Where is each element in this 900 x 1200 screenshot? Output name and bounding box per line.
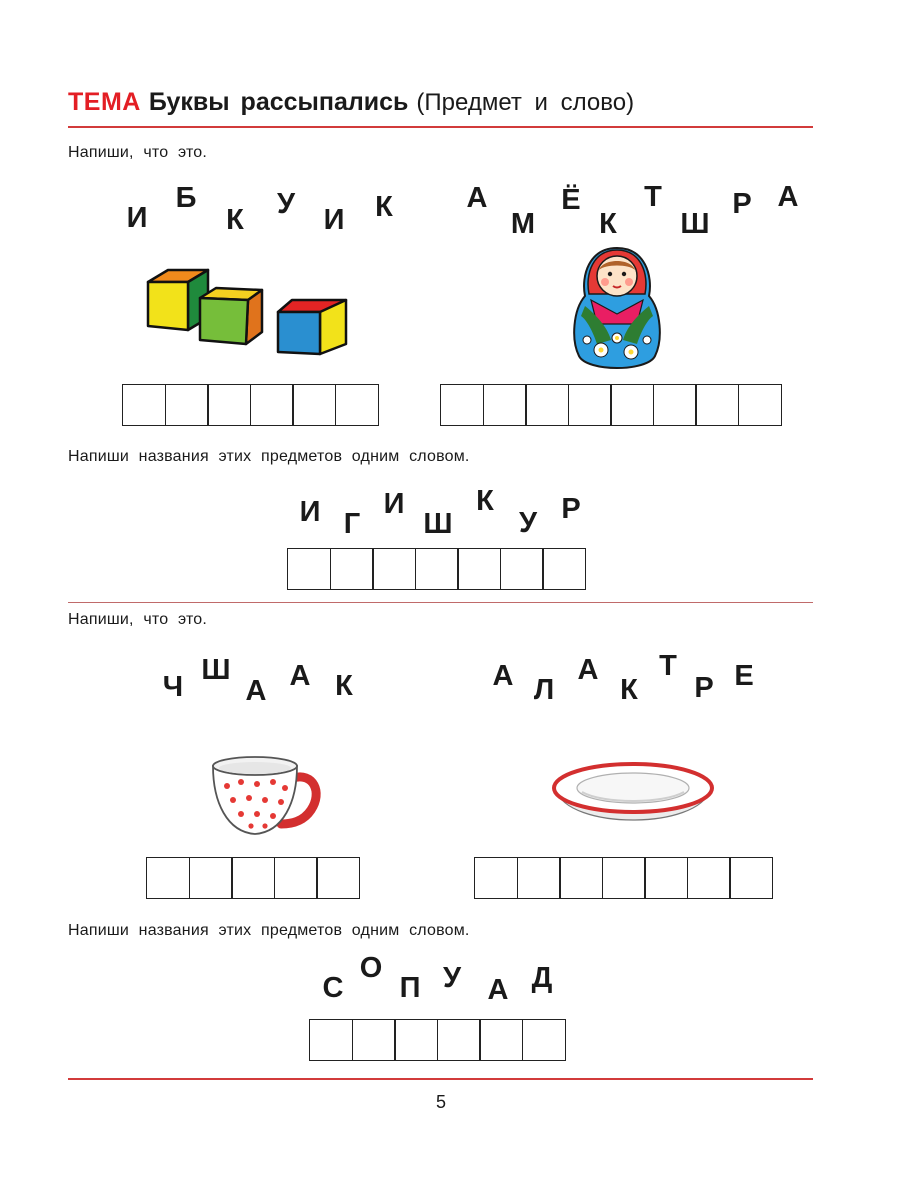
answer-cell[interactable] [474, 857, 518, 899]
answer-cell[interactable] [525, 384, 569, 426]
answer-cell[interactable] [352, 1019, 396, 1061]
answer-cell[interactable] [250, 384, 294, 426]
answer-cell[interactable] [231, 857, 275, 899]
section-divider [68, 602, 813, 603]
answer-cell[interactable] [189, 857, 233, 899]
answer-boxes-posuda[interactable] [309, 1019, 564, 1061]
instruction-1: Напиши, что это. [68, 144, 208, 161]
answer-cell[interactable] [437, 1019, 481, 1061]
puzzle-letter: К [599, 208, 617, 240]
answer-cell[interactable] [330, 548, 374, 590]
puzzle-letter: Р [694, 672, 714, 704]
puzzle-letter: А [577, 654, 599, 686]
puzzle-letter: Р [561, 493, 581, 525]
answer-cell[interactable] [165, 384, 209, 426]
puzzle-letter: И [299, 496, 321, 528]
answer-cell[interactable] [559, 857, 603, 899]
answer-boxes-igrushki[interactable] [287, 548, 585, 590]
puzzle-letter: А [492, 660, 514, 692]
puzzle-letter: Ч [162, 671, 184, 703]
answer-boxes-chashka[interactable] [146, 857, 359, 899]
puzzle-letter: О [359, 952, 383, 984]
answer-cell[interactable] [695, 384, 739, 426]
puzzle-letter: К [375, 191, 393, 223]
answer-cell[interactable] [479, 1019, 523, 1061]
instruction-4: Напиши названия этих предметов одним словом. [68, 922, 470, 939]
topic-label: ТЕМА [68, 88, 141, 116]
topic-subtitle: (Предмет и слово) [416, 89, 635, 116]
puzzle-letter: К [476, 485, 494, 517]
puzzle-letter: Г [343, 508, 361, 540]
puzzle-letter: Р [732, 188, 752, 220]
answer-cell[interactable] [602, 857, 646, 899]
puzzle-letter: Т [659, 650, 677, 682]
answer-cell[interactable] [653, 384, 697, 426]
answer-cell[interactable] [542, 548, 586, 590]
answer-cell[interactable] [522, 1019, 566, 1061]
puzzle-letter: К [620, 674, 638, 706]
puzzle-letter: А [466, 182, 488, 214]
answer-cell[interactable] [146, 857, 190, 899]
puzzle-letter: Т [644, 181, 662, 213]
page-header [68, 88, 634, 117]
answer-boxes-matreshka[interactable] [440, 384, 780, 426]
puzzle-letter: К [226, 204, 244, 236]
answer-cell[interactable] [610, 384, 654, 426]
answer-cell[interactable] [309, 1019, 353, 1061]
answer-boxes-tarelka[interactable] [474, 857, 772, 899]
answer-cell[interactable] [644, 857, 688, 899]
puzzle-letter: Л [533, 674, 555, 706]
answer-cell[interactable] [687, 857, 731, 899]
answer-cell[interactable] [517, 857, 561, 899]
puzzle-letter: У [276, 188, 296, 220]
answer-cell[interactable] [207, 384, 251, 426]
puzzle-letter: Ш [680, 208, 710, 240]
puzzle-letter: Е [734, 660, 754, 692]
answer-cell[interactable] [292, 384, 336, 426]
answer-cell[interactable] [394, 1019, 438, 1061]
answer-cell[interactable] [440, 384, 484, 426]
puzzle-letter: Д [531, 962, 553, 994]
answer-cell[interactable] [457, 548, 501, 590]
puzzle-letter: У [518, 507, 538, 539]
answer-cell[interactable] [729, 857, 773, 899]
puzzle-letter: И [323, 204, 345, 236]
answer-boxes-kubik[interactable] [122, 384, 377, 426]
puzzle-letter: У [442, 962, 462, 994]
page-number: 5 [435, 1092, 447, 1112]
puzzle-letter: Ш [423, 508, 453, 540]
answer-cell[interactable] [415, 548, 459, 590]
toy-blocks-image [140, 262, 355, 362]
puzzle-letter: И [126, 202, 148, 234]
polka-dot-cup-image [205, 752, 323, 842]
plate-image [548, 758, 718, 838]
puzzle-letter: С [322, 972, 344, 1004]
puzzle-letter: А [245, 675, 267, 707]
puzzle-letter: Б [175, 182, 197, 214]
puzzle-letter: Ё [561, 184, 581, 216]
header-rule [68, 126, 813, 128]
puzzle-letter: А [777, 181, 799, 213]
answer-cell[interactable] [287, 548, 331, 590]
puzzle-letter: Ш [201, 654, 231, 686]
topic-title: Буквы рассыпались [148, 88, 409, 116]
instruction-3: Напиши, что это. [68, 611, 208, 628]
answer-cell[interactable] [500, 548, 544, 590]
answer-cell[interactable] [316, 857, 360, 899]
instruction-2: Напиши названия этих предметов одним словом. [68, 448, 470, 465]
answer-cell[interactable] [568, 384, 612, 426]
answer-cell[interactable] [483, 384, 527, 426]
footer-rule [68, 1078, 813, 1080]
puzzle-letter: П [399, 972, 421, 1004]
puzzle-letter: М [510, 208, 536, 240]
answer-cell[interactable] [122, 384, 166, 426]
answer-cell[interactable] [738, 384, 782, 426]
answer-cell[interactable] [372, 548, 416, 590]
puzzle-letter: И [383, 488, 405, 520]
answer-cell[interactable] [274, 857, 318, 899]
puzzle-letter: А [487, 974, 509, 1006]
matryoshka-doll-image [567, 244, 667, 376]
puzzle-letter: К [335, 670, 353, 702]
puzzle-letter: А [289, 660, 311, 692]
answer-cell[interactable] [335, 384, 379, 426]
